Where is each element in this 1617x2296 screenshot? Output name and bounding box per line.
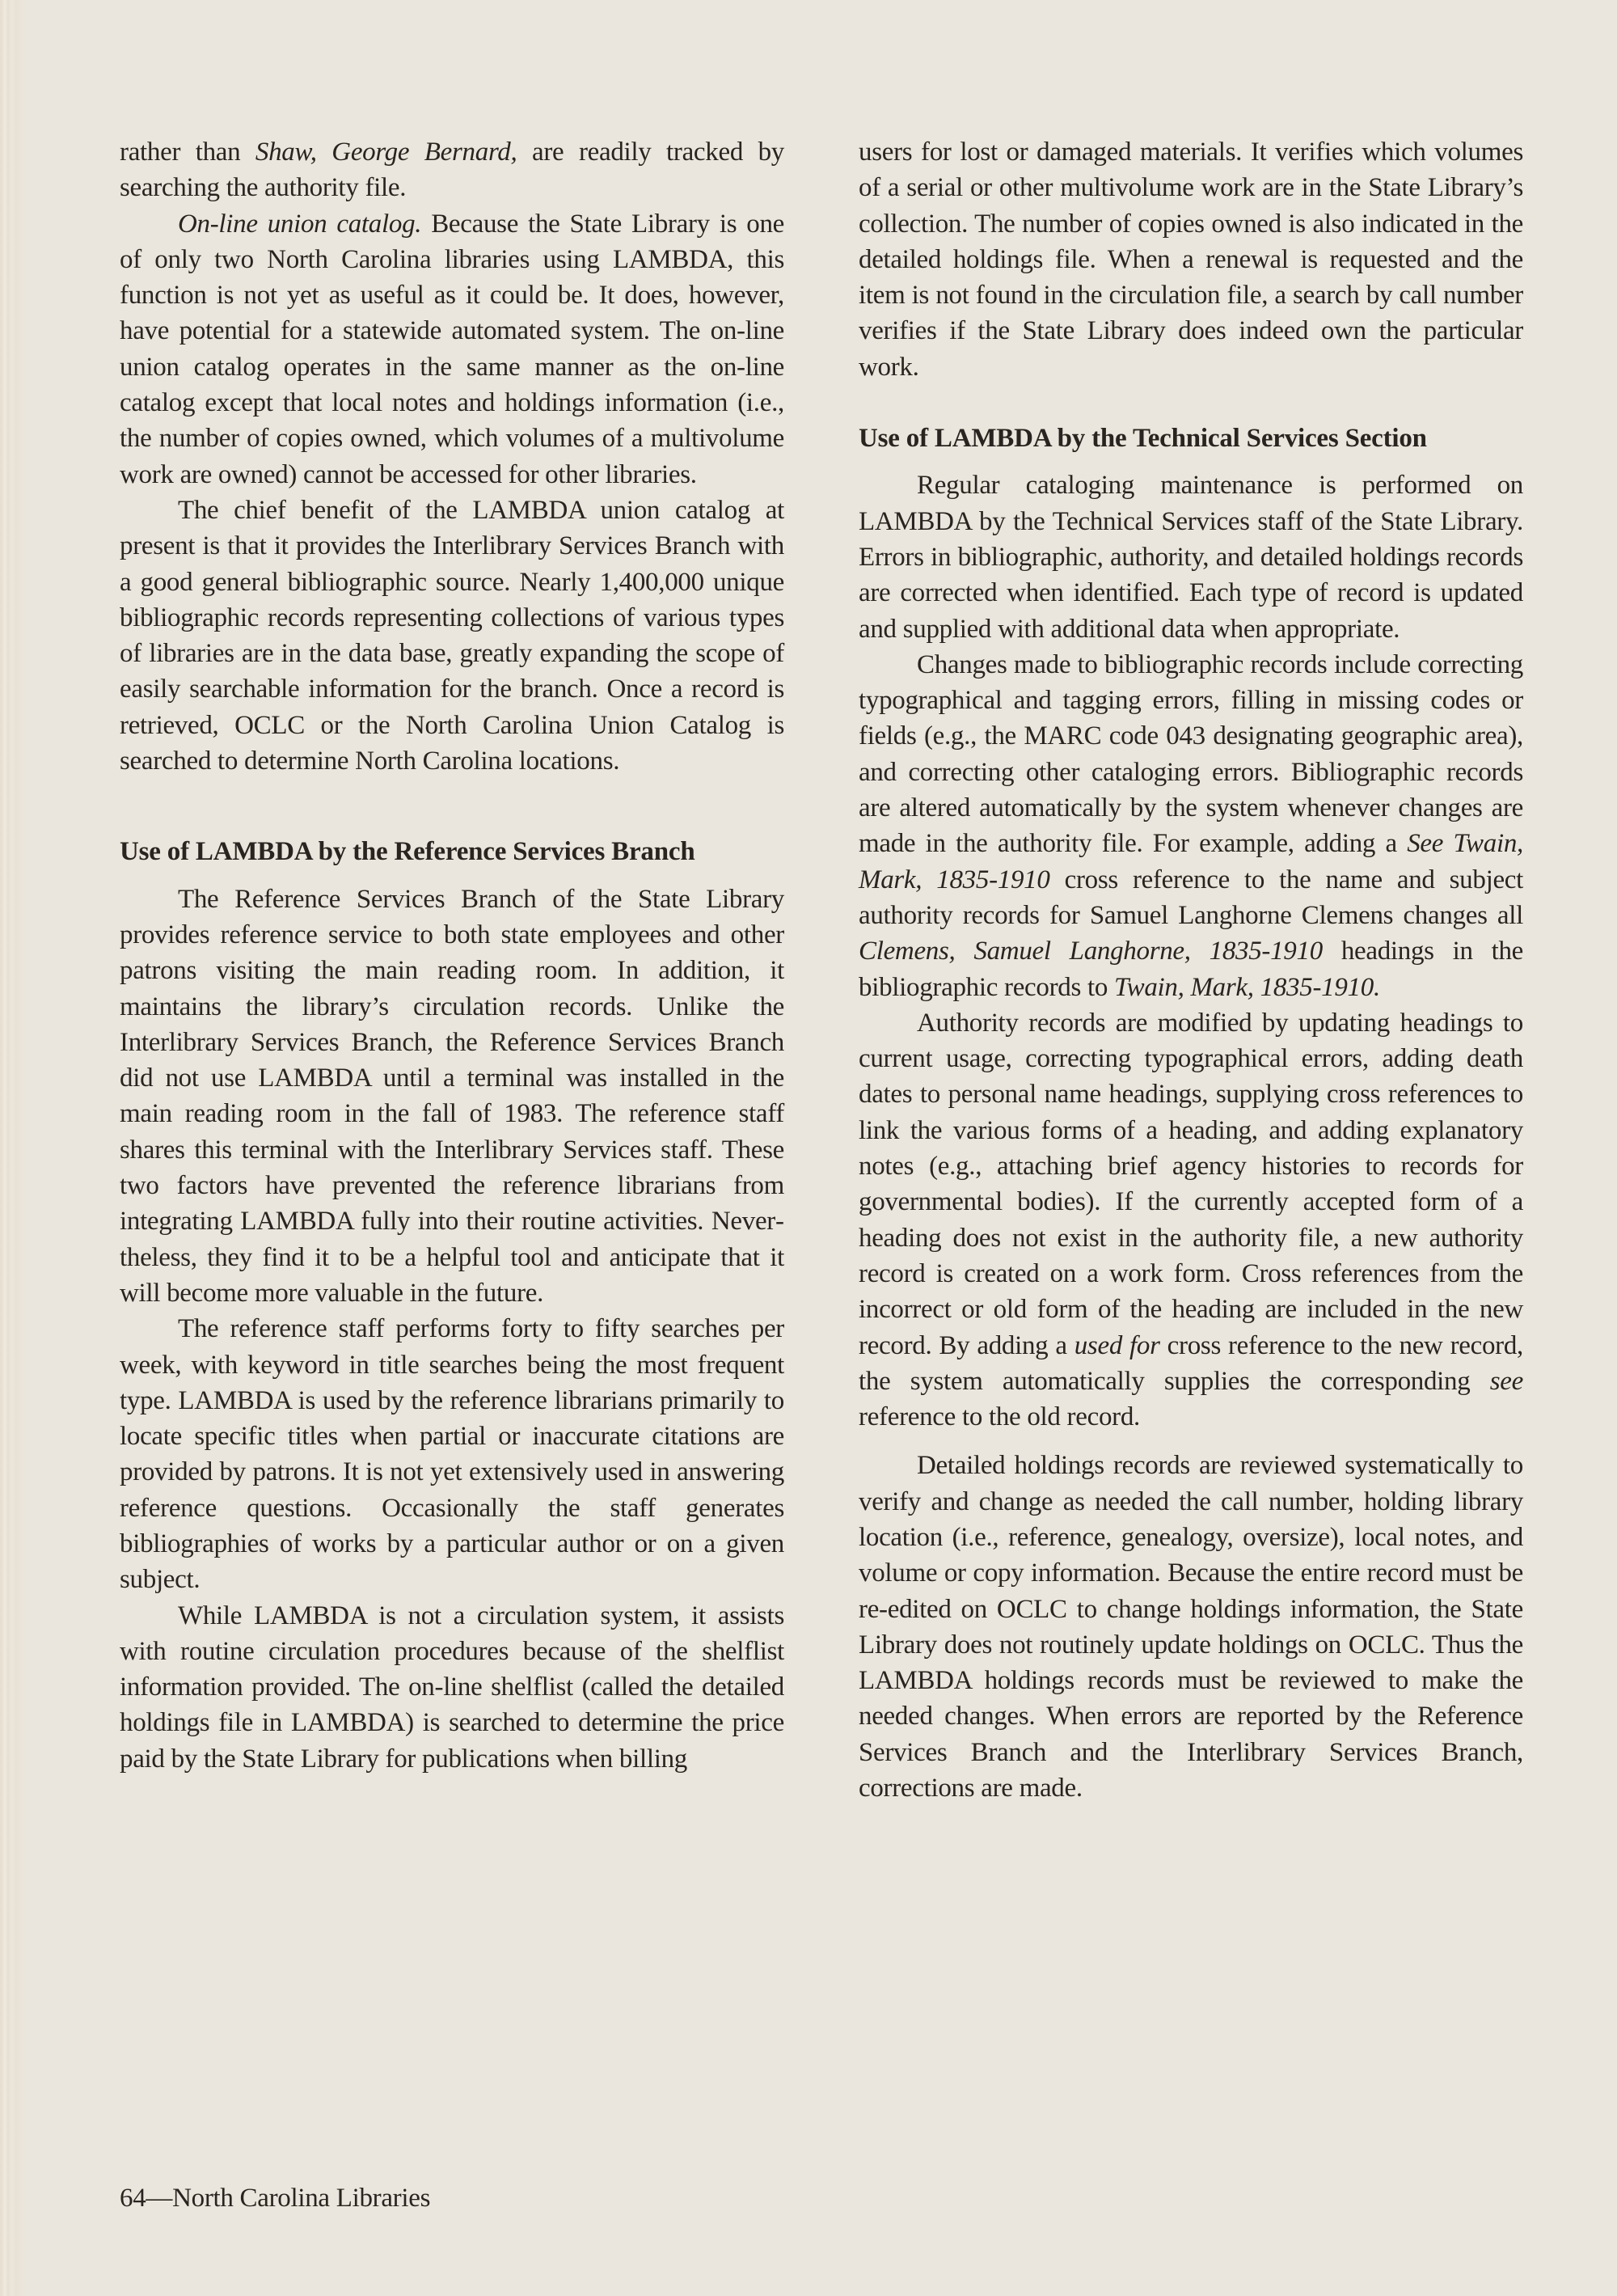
paragraph-continued: users for lost or damaged materials. It verifies which volumes of a serial or other multivolume work are in the State Library’s collection. The number of copies owned is also indicated in the detailed holdings file. When a renewal is requested and the item is not found in the circulation file, a search by call number verifies if the State Library does indeed own the particular work. — [859, 137, 1523, 382]
text-run: cross reference to the name and subject authority records for Samuel Langhorne Clemens changes all — [859, 865, 1524, 930]
italic-name: Shaw, George Bernard, — [255, 137, 517, 167]
section-heading-technical-services: Use of LAMBDA by the Technical Services Section — [859, 424, 1427, 454]
section-heading-reference-services: Use of LAMBDA by the Reference Services Branch — [120, 837, 695, 867]
text-run: Authority records are modified by updating headings to current usage, correcting typographical errors, adding death dates to personal name headings, supplying cross references to link the various forms of a heading, and adding explanatory notes (e.g., attaching brief agency histories to records for governmental bodies). If the currently accepted form of a heading does not exist in the authority file, a new authority record is created on a work form. Cross references from the incorrect or old form of the heading are included in the new record. By adding a — [859, 1008, 1523, 1360]
paragraph-reference-branch: The Reference Services Branch of the State Library provides reference service to both state employees and other patrons visiting the main reading room. In addition, it maintains the library’s circulation records. Unlike the Interlibrary Services Branch, the Reference Services Branch did not use LAMBDA until a terminal was installed in the main reading room in the fall of 1983. The reference staff shares this terminal with the Interlibrary Services staff. These two factors have prevented the reference librarians from integrating LAMBDA fully into their routine activities. Nevertheless, they find it to be a helpful tool and anticipate that it will become more valuable in the future. — [120, 884, 784, 1308]
left-column — [120, 134, 784, 1777]
italic-term: used for — [1074, 1330, 1160, 1360]
text-run: rather than — [120, 137, 255, 167]
paragraph-detailed-holdings: Detailed holdings records are reviewed systematically to verify and change as needed the call number, holding library location (i.e., reference, genealogy, oversize), local notes, and volume or copy information. Because the entire record must be re-edited on OCLC to change holdings information, the State Library does not routinely update holdings on OCLC. Thus the LAMBDA holdings records must be reviewed to make the needed changes. When errors are reported by the Reference Services Branch and the Interlibrary Services Branch, corrections are made. — [859, 1451, 1523, 1803]
paragraph-circulation: While LAMBDA is not a circulation system, it assists with routine circulation procedures because of the shelflist information provided. The on-line shelflist (called the detailed holdings file in LAMBDA) is searched to determine the price paid by the State Library for publications when billing — [120, 1600, 784, 1774]
italic-term: see — [1489, 1366, 1523, 1396]
right-column — [859, 134, 1523, 1806]
paragraph-reference-searches: The reference staff performs forty to fifty searches per week, with keyword in title searches being the most frequent type. LAMBDA is used by the reference librarians primarily to locate specific titles when partial or inaccurate citations are provided by patrons. It is not yet extensively used in answering reference questions. Occasionally the staff generates bibliographies of works by a particular author or on a given subject. — [120, 1314, 784, 1595]
page-footer: 64—North Carolina Libraries — [120, 2184, 431, 2213]
run-in-heading: On-line union catalog. — [178, 209, 422, 239]
paragraph-authority-records — [859, 1005, 1523, 1436]
paragraph-chief-benefit: The chief benefit of the LAMBDA union catalog at present is that it provides the Interlibrary Services Branch with a good general bibliographic source. Nearly 1,400,000 unique bibliographic records representing collections of various types of libraries are in the data base, greatly expanding the scope of easily searchable information for the branch. Once a record is retrieved, OCLC or the North Carolina Union Catalog is searched to determine North Carolina locations. — [120, 495, 784, 776]
text-run: reference to the old record. — [859, 1402, 1140, 1432]
paragraph-cataloging-maintenance: Regular cataloging maintenance is performed on LAMBDA by the Technical Services staff of the State Library. Errors in bibliographic, authority, and detailed holdings records are corrected when identified. Each type of record is updated and supplied with additional data when appropriate. — [859, 471, 1523, 644]
text-run: cross reference to the new record, the system automatically supplies the corresponding — [859, 1330, 1524, 1396]
italic-heading: Clemens, Samuel Langhorne, 1835-1910 — [859, 937, 1323, 966]
italic-heading: See Twain, Mark, 1835-1910 — [859, 829, 1523, 894]
paragraph-online-union-catalog — [120, 206, 784, 493]
text-run: Changes made to bibliographic records include correcting typographical and tagging errors, filling in missing codes or fields (e.g., the MARC code 043 designating geographic area), and correcting other cataloging errors. Bibliographic records are altered automatically by the system whenever changes are made in the authority file. For example, adding a — [859, 649, 1523, 859]
text-run: headings in the bibliographic records to — [859, 937, 1523, 1002]
text-run: Because the State Library is one of only two North Carolina libraries using LAMBDA, this function is not yet as useful as it could be. It does, however, have potential for a statewide automated system. The on-line union catalog operates in the same manner as the on-line catalog except that local notes and holdings information (i.e., the number of copies owned, which volumes of a multivolume work are owned) cannot be accessed for other libraries. — [120, 209, 784, 489]
paragraph-bibliographic-changes — [859, 647, 1523, 1005]
paragraph-continued — [120, 134, 784, 206]
page-edge-binding — [0, 0, 24, 2296]
text-run: are readily tracked by searching the authority file. — [120, 137, 784, 203]
italic-heading: Twain, Mark, 1835-1910. — [1114, 972, 1380, 1002]
